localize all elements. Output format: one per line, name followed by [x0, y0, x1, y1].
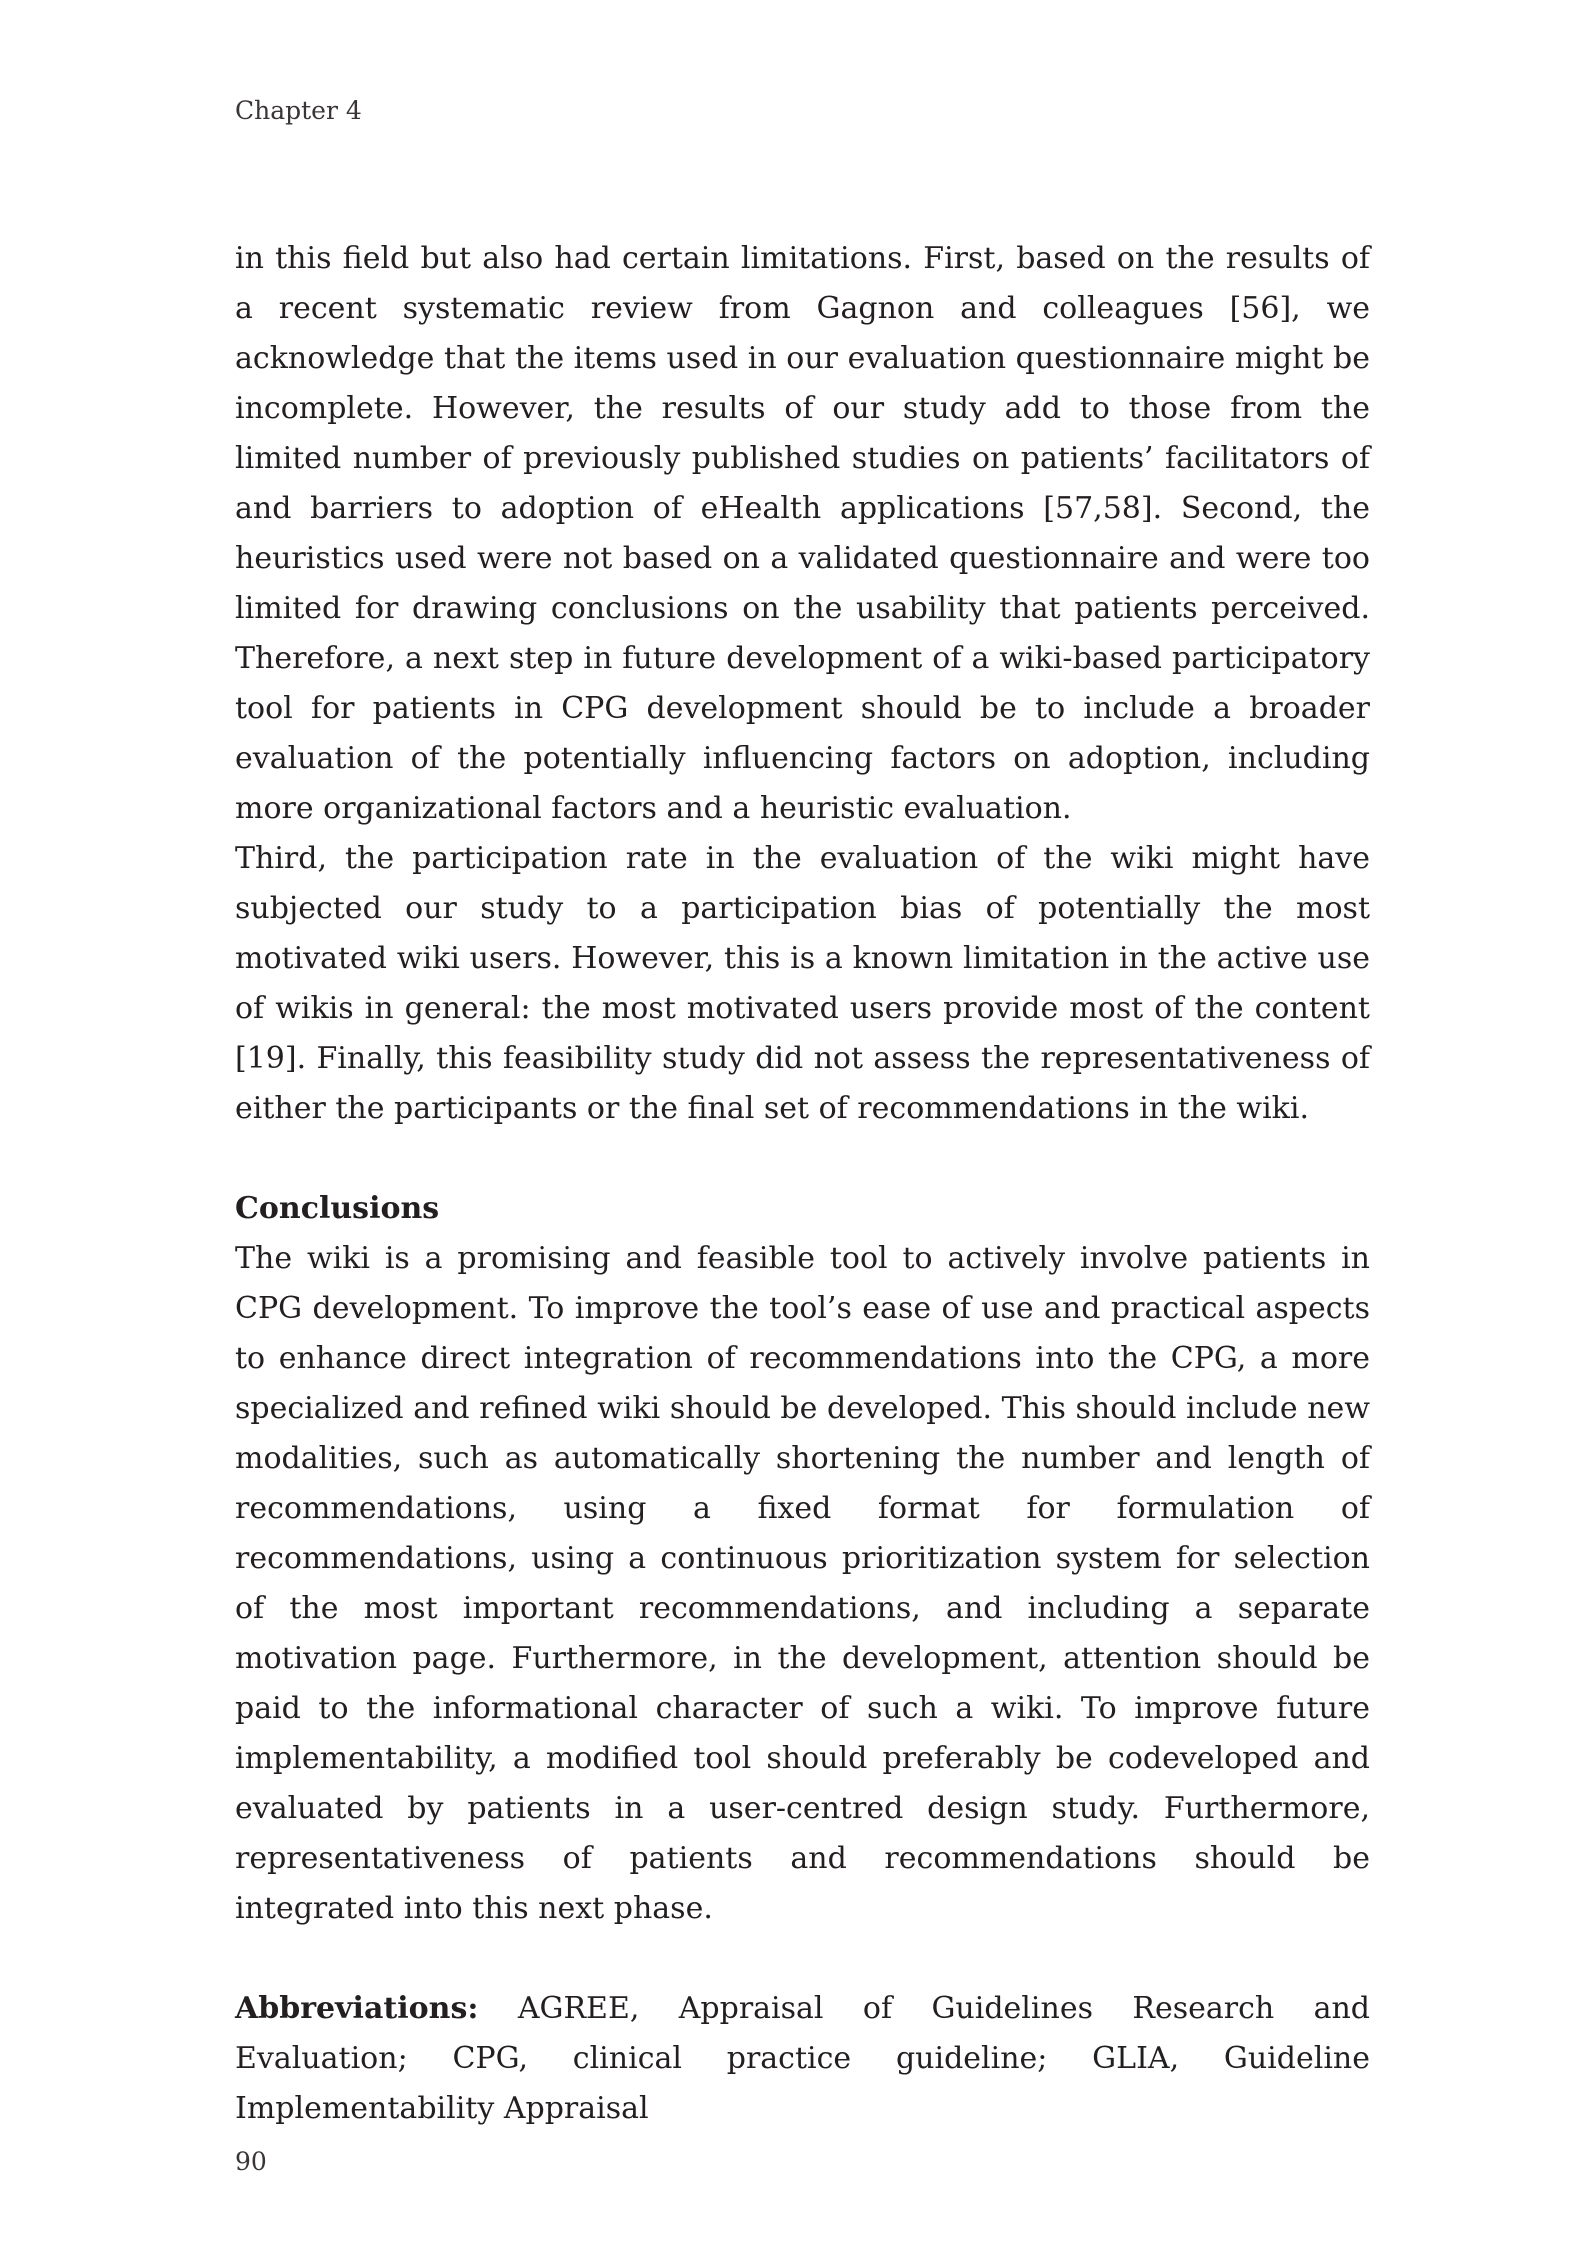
abbreviations-paragraph [235, 1984, 1370, 2134]
paragraph-spacer [235, 1934, 1370, 1984]
paragraph-limitations: in this field but also had certain limitations. First, based on the results of a recent systematic review from Gagnon and colleagues [56], we acknowledge that the items used in our evaluation questionnaire might be incomplete. However, the results of our study add to those from the limited number of previously published studies on patients’ facilitators of and barriers to adoption of eHealth applications [57,58]. Second, the heuristics used were not based on a validated questionnaire and were too limited for drawing conclusions on the usability that patients perceived. Therefore, a next step in future development of a wiki-based participatory tool for patients in CPG development should be to include a broader evaluation of the potentially influencing factors on adoption, including more organizational factors and a heuristic evaluation. [235, 241, 1370, 826]
conclusions-paragraph: The wiki is a promising and feasible tool to actively involve patients in CPG development. To improve the tool’s ease of use and practical aspects to enhance direct integration of recommendations into the CPG, a more specialized and refined wiki should be developed. This should include new modalities, such as automatically shortening the number and length of recommendations, using a fixed format for formulation of recommendations, using a continuous prioritization system for selection of the most important recommendations, and including a separate motivation page. Furthermore, in the development, attention should be paid to the informational character of such a wiki. To improve future implementability, a modified tool should preferably be codeveloped and evaluated by patients in a user-centred design study. Furthermore, representativeness of patients and recommendations should be integrated into this next phase. [235, 1241, 1370, 1926]
running-header: Chapter 4 [235, 96, 362, 125]
paragraph-spacer [235, 1134, 1370, 1184]
body-text [235, 234, 1370, 2134]
conclusions-heading: Conclusions [235, 1191, 440, 1226]
paragraph-participation-bias: Third, the participation rate in the evaluation of the wiki might have subjected our study to a participation bias of potentially the most motivated wiki users. However, this is a known limitation in the active use of wikis in general: the most motivated users provide most of the content [19]. Finally, this feasibility study did not assess the representativeness of either the participants or the final set of recommendations in the wiki. [235, 841, 1370, 1126]
page-number: 90 [235, 2147, 267, 2176]
abbreviations-label: Abbreviations: [235, 1991, 479, 2026]
abbreviations-text: AGREE, Appraisal of Guidelines Research and Evaluation; CPG, clinical practice guideline; GLIA, Guideline Implementability Appraisal [235, 1991, 1370, 2126]
